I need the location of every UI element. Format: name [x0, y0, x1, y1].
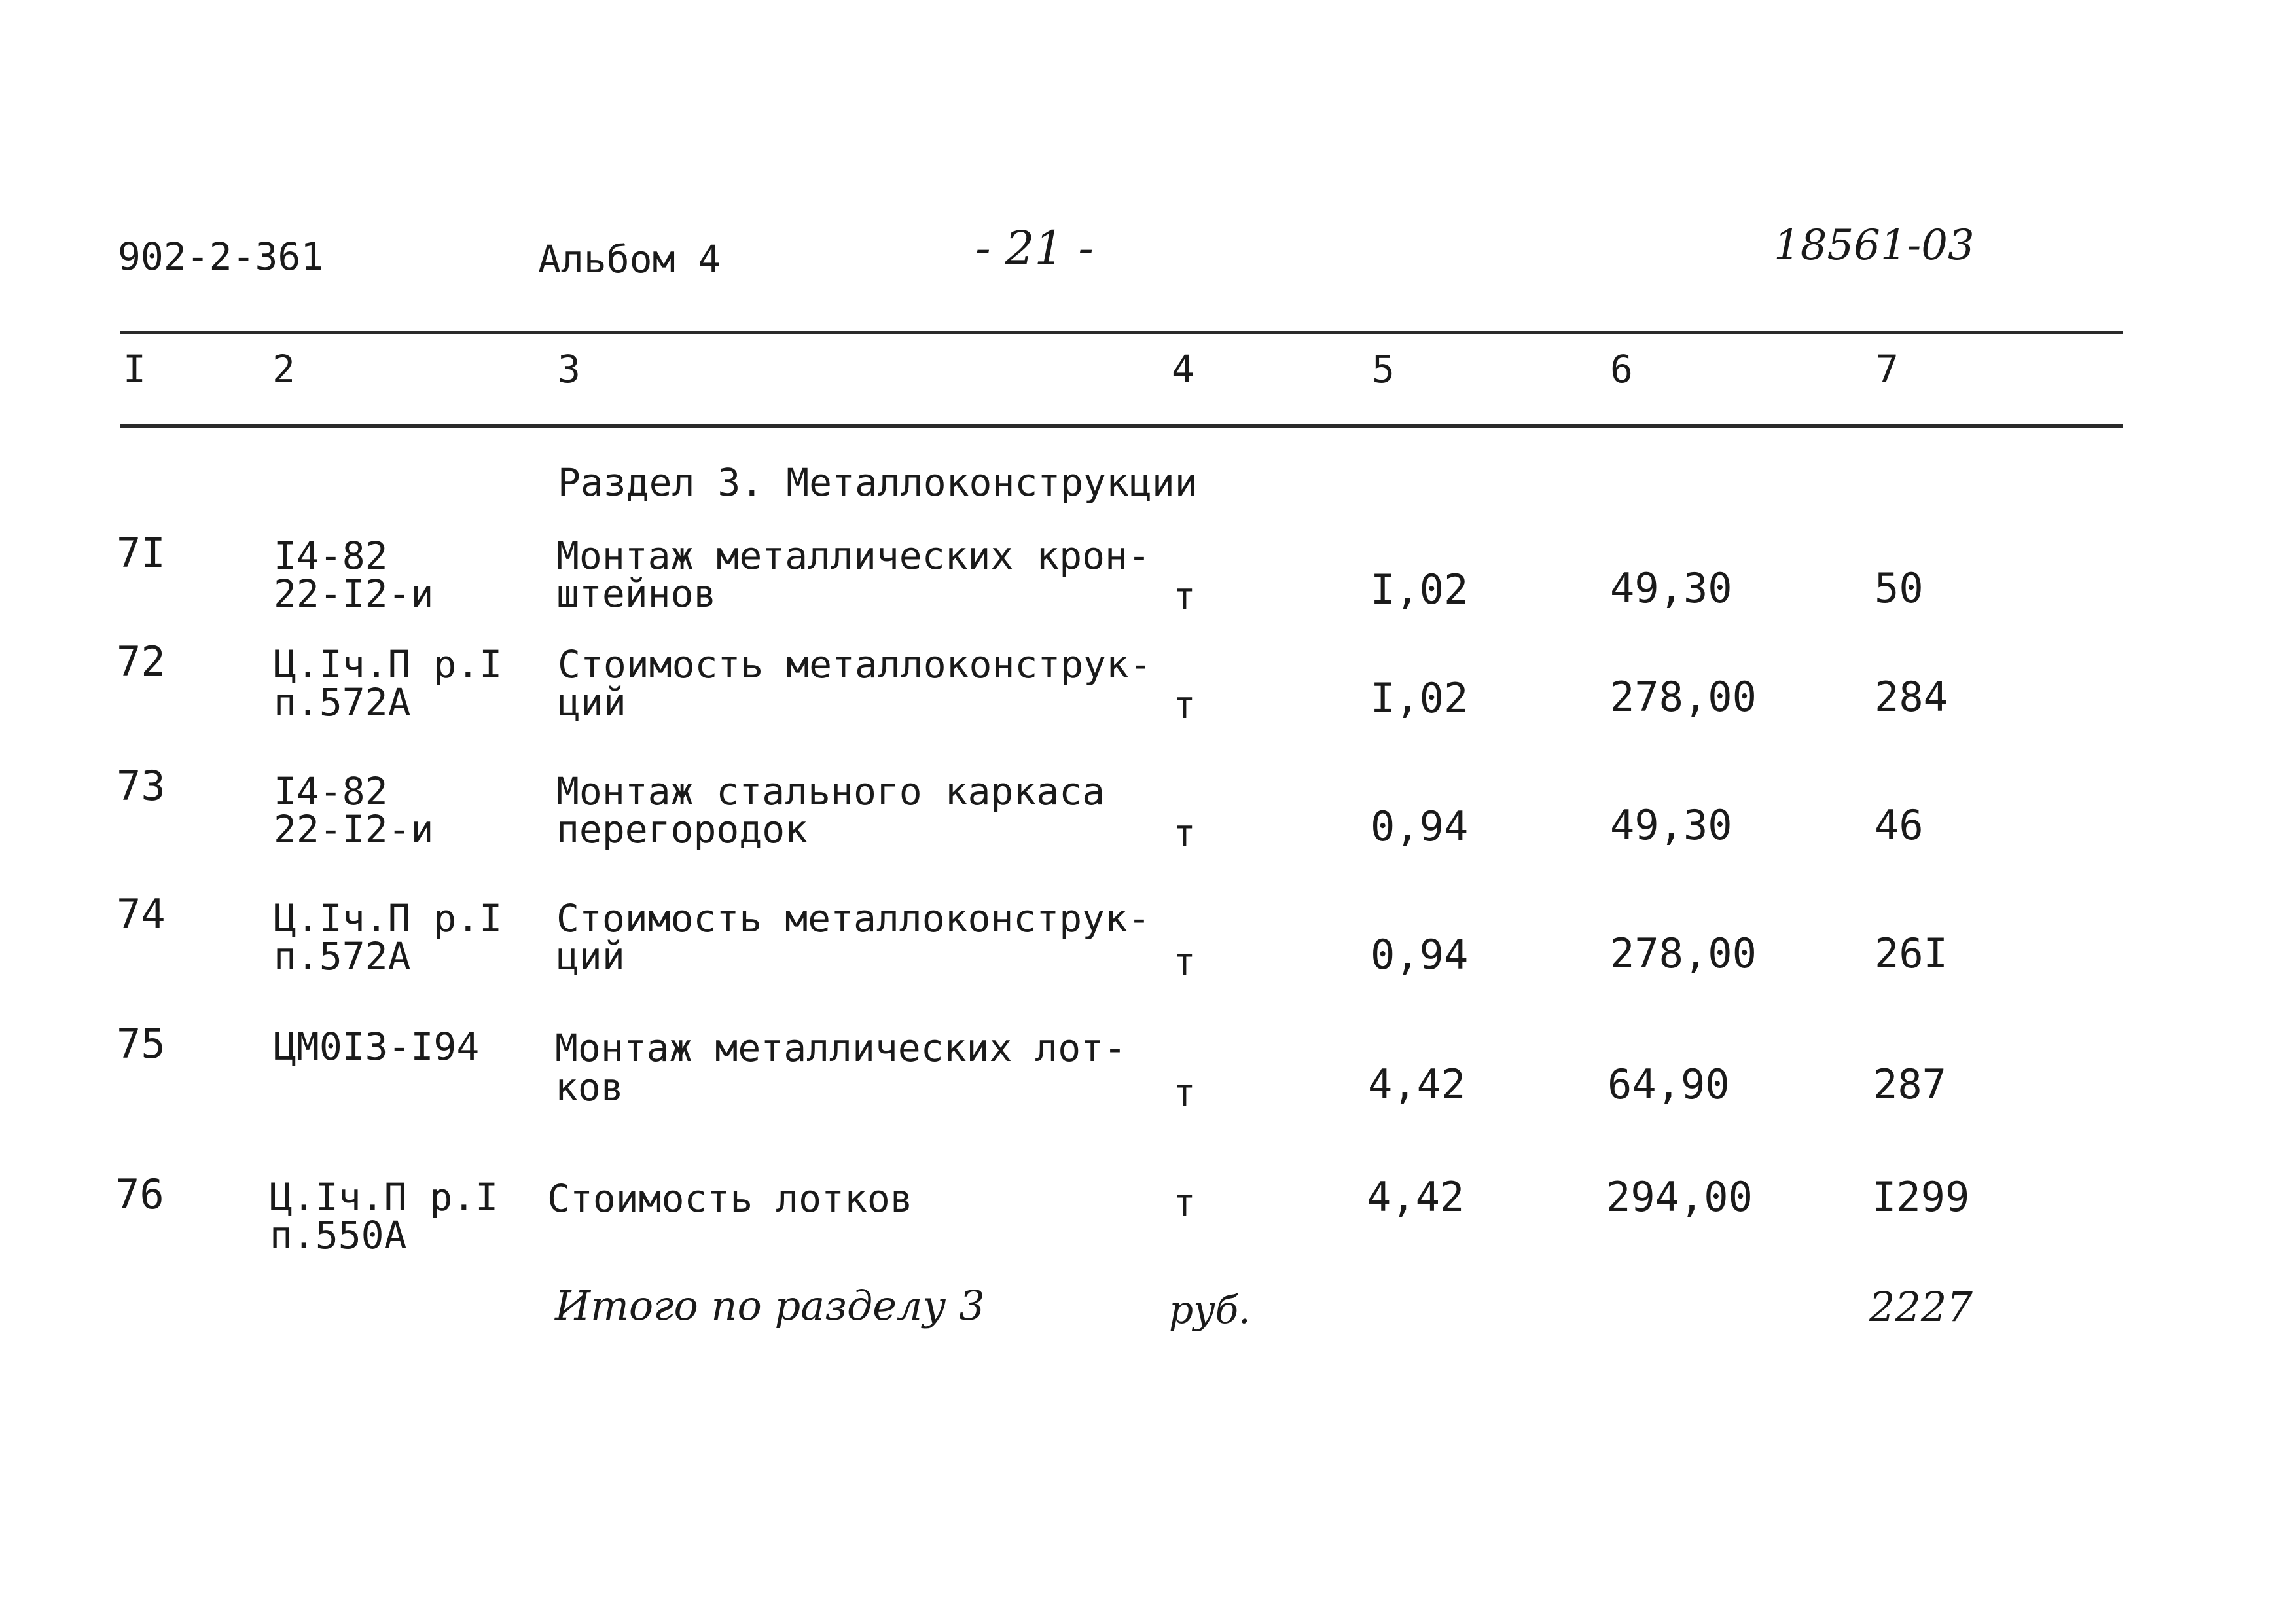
- column-number: 6: [1610, 347, 1633, 391]
- unit-price: 49,30: [1610, 564, 1732, 612]
- norm-code: ЦМ0I3-I94: [274, 1024, 480, 1069]
- table-top-rule: [120, 331, 2123, 334]
- unit-price: 278,00: [1610, 673, 1757, 721]
- total-cost: 287: [1873, 1060, 1946, 1108]
- column-number: I: [123, 347, 146, 391]
- album-label: Альбом 4: [538, 237, 721, 281]
- work-description: ций: [556, 934, 625, 979]
- unit: т: [1173, 1180, 1196, 1225]
- work-description: Монтаж металлических крон-: [556, 533, 1151, 578]
- total-cost: 26I: [1874, 929, 1948, 977]
- unit: т: [1173, 939, 1196, 984]
- norm-code: I4-82: [274, 533, 388, 578]
- work-description: ков: [555, 1065, 624, 1110]
- doc-code: 902-2-361: [118, 234, 324, 279]
- total-cost: 50: [1874, 564, 1924, 612]
- work-description: Стоимость металлоконструк-: [556, 896, 1151, 941]
- quantity: 0,94: [1371, 803, 1469, 850]
- quantity: 4,42: [1368, 1060, 1466, 1108]
- total-cost: I299: [1872, 1173, 1970, 1221]
- unit: т: [1173, 683, 1196, 727]
- norm-code: 22-I2-и: [274, 807, 434, 852]
- work-description: штейнов: [556, 571, 717, 616]
- quantity: 0,94: [1371, 931, 1469, 979]
- norm-code: Ц.Iч.П р.I: [274, 642, 503, 687]
- unit-price: 294,00: [1606, 1173, 1753, 1221]
- work-description: перегородок: [556, 807, 808, 852]
- row-number: 75: [117, 1020, 166, 1068]
- norm-code: Ц.Iч.П р.I: [274, 896, 503, 941]
- section-title: Раздел 3. Металлоконструкции: [558, 460, 1198, 505]
- row-number: 74: [117, 890, 166, 938]
- total-cost: 46: [1874, 801, 1924, 849]
- unit-price: 49,30: [1610, 801, 1732, 849]
- unit: т: [1173, 811, 1196, 856]
- work-description: Монтаж металлических лот-: [555, 1026, 1126, 1070]
- unit: т: [1173, 1070, 1196, 1115]
- row-number: 72: [117, 638, 166, 685]
- work-description: ций: [558, 680, 626, 725]
- subtotal-label: Итого по разделу 3: [555, 1282, 985, 1329]
- norm-code: I4-82: [274, 769, 388, 814]
- subtotal-total: 2227: [1869, 1283, 1973, 1331]
- norm-code: 22-I2-и: [274, 571, 434, 616]
- norm-code: Ц.Iч.П р.I: [270, 1175, 499, 1219]
- work-description: Монтаж стального каркаса: [556, 769, 1105, 814]
- quantity: I,02: [1371, 566, 1469, 613]
- column-number: 3: [558, 347, 581, 391]
- work-description: Стоимость лотков: [547, 1176, 913, 1221]
- column-number: 2: [272, 347, 295, 391]
- work-description: Стоимость металлоконструк-: [558, 642, 1152, 687]
- subtotal-unit: руб.: [1169, 1288, 1251, 1332]
- unit-price: 64,90: [1607, 1060, 1730, 1108]
- total-cost: 284: [1874, 673, 1948, 721]
- column-number: 5: [1372, 347, 1395, 391]
- quantity: I,02: [1371, 674, 1469, 722]
- row-number: 7I: [117, 529, 166, 577]
- norm-code: п.572А: [274, 934, 411, 979]
- archive-number: 18561-03: [1774, 221, 1975, 270]
- unit-price: 278,00: [1610, 929, 1757, 977]
- norm-code: п.550А: [270, 1213, 407, 1257]
- page-number: - 21 -: [975, 221, 1094, 275]
- row-number: 73: [117, 762, 166, 810]
- table-header-rule: [120, 424, 2123, 428]
- column-number: 7: [1876, 347, 1899, 391]
- column-number: 4: [1172, 347, 1194, 391]
- norm-code: п.572А: [274, 680, 411, 725]
- unit: т: [1173, 574, 1196, 619]
- row-number: 76: [115, 1170, 164, 1218]
- quantity: 4,42: [1367, 1173, 1465, 1221]
